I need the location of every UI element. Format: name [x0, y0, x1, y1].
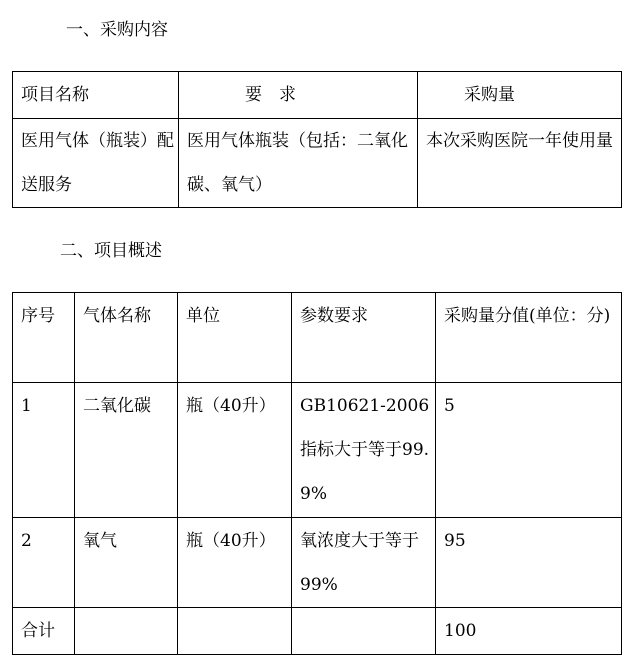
procurement-content-table: [12, 71, 622, 208]
cell-unit: 瓶（40升）: [178, 518, 292, 608]
cell-score: 5: [436, 383, 622, 518]
header-parameters: 参数要求: [292, 293, 436, 383]
cell-score: 95: [436, 518, 622, 608]
cell-gas-name: 氧气: [75, 518, 178, 608]
cell-total-label: 合计: [13, 608, 75, 655]
header-serial: 序号: [13, 293, 75, 383]
cell-total-value: 100: [436, 608, 622, 655]
cell-parameters: GB10621-2006指标大于等于99.9%: [292, 383, 436, 518]
cell-gas-name: 二氧化碳: [75, 383, 178, 518]
table-row: [13, 383, 622, 518]
cell-empty: [75, 608, 178, 655]
header-gas-name: 气体名称: [75, 293, 178, 383]
header-score: 采购量分值(单位：分): [436, 293, 622, 383]
table-row: [13, 518, 622, 608]
section2-heading: 二、项目概述: [60, 241, 162, 261]
cell-parameters: 氧浓度大于等于99%: [292, 518, 436, 608]
cell-serial: 1: [13, 383, 75, 518]
cell-unit: 瓶（40升）: [178, 383, 292, 518]
table-header-row: [13, 72, 622, 119]
section1-heading: 一、采购内容: [66, 20, 168, 40]
project-overview-table: [12, 292, 622, 655]
header-requirements: 要 求: [179, 72, 418, 119]
header-unit: 单位: [178, 293, 292, 383]
cell-serial: 2: [13, 518, 75, 608]
table-total-row: [13, 608, 622, 655]
cell-empty: [292, 608, 436, 655]
table-row: [13, 119, 622, 208]
cell-empty: [178, 608, 292, 655]
table-header-row: [13, 293, 622, 383]
cell-quantity: 本次采购医院一年使用量: [418, 119, 622, 208]
header-project-name: 项目名称: [13, 72, 179, 119]
header-quantity: 采购量: [418, 72, 622, 119]
cell-project-name: 医用气体（瓶装）配送服务: [13, 119, 179, 208]
cell-requirements: 医用气体瓶装（包括：二氧化碳、氧气）: [179, 119, 418, 208]
